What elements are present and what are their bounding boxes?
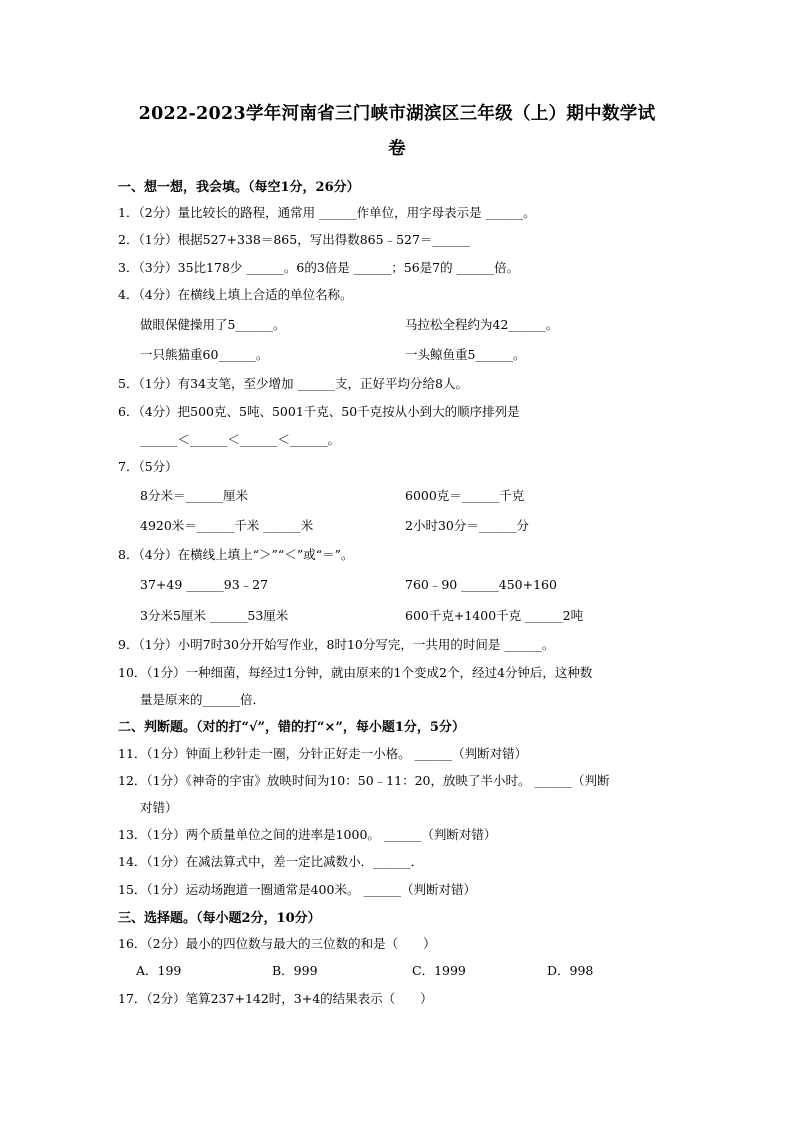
question-7-item-c: 4920米＝______千米 ______米: [140, 518, 314, 533]
question-1: 1．（2分）量比较长的路程，通常用 ______作单位，用字母表示是 ______。: [118, 205, 536, 220]
question-16-option-d: D．998: [547, 963, 594, 978]
question-3: 3．（3分）35比178少 ______。6的3倍是 ______；56是7的 ______倍。: [118, 260, 520, 275]
question-4: 4．（4分）在横线上填上合适的单位名称。: [118, 287, 353, 302]
question-8-item-d: 600千克+1400千克 ______2吨: [405, 608, 584, 623]
question-16-option-c: C．1999: [412, 963, 466, 978]
question-11: 11．（1分）钟面上秒针走一圈，分针正好走一小格。 ______（判断对错）: [118, 746, 528, 761]
question-16-option-a: A．199: [136, 963, 182, 978]
question-10-continued: 量是原来的______倍．: [140, 692, 266, 707]
question-10: 10．（1分）一种细菌，每经过1分钟，就由原来的1个变成2个，经过4分钟后，这种数: [118, 665, 593, 680]
question-8-item-b: 760﹣90 ______450+160: [405, 577, 557, 592]
question-4-item-a: 做眼保健操用了5______。: [140, 317, 286, 332]
question-6: 6．（4分）把500克、5吨、5001千克、50千克按从小到大的顺序排列是: [118, 404, 520, 419]
section-heading-true-false: 二、判断题。（对的打“√”，错的打“×”，每小题1分，5分）: [118, 720, 465, 735]
question-8-item-a: 37+49 ______93﹣27: [140, 577, 269, 592]
question-7-item-a: 8分米＝______厘米: [140, 488, 248, 503]
question-7-item-d: 2小时30分＝______分: [405, 518, 529, 533]
exam-title-line-2: 卷: [388, 139, 406, 159]
question-6-blanks: ______＜______＜______＜______。: [140, 432, 341, 447]
question-2: 2．（1分）根据527+338＝865，写出得数865﹣527＝______: [118, 232, 470, 247]
question-8: 8．（4分）在横线上填上“＞”“＜”或“＝”。: [118, 547, 354, 562]
question-7: 7．（5分）: [118, 459, 178, 474]
question-4-item-c: 一只熊猫重60______。: [140, 347, 269, 362]
question-16: 16．（2分）最小的四位数与最大的三位数的和是（ ）: [118, 936, 436, 951]
question-14: 14．（1分）在减法算式中，差一定比减数小．______．: [118, 854, 424, 869]
exam-title: [100, 97, 694, 167]
question-13: 13．（1分）两个质量单位之间的进率是1000。 ______（判断对错）: [118, 827, 497, 842]
question-17: 17．（2分）笔算237+142时，3+4的结果表示（ ）: [118, 991, 433, 1006]
question-8-item-c: 3分米5厘米 ______53厘米: [140, 608, 289, 623]
question-16-option-b: B．999: [272, 963, 318, 978]
question-12: 12．（1分）《神奇的宇宙》放映时间为10：50﹣11：20，放映了半小时。 ______（判断: [118, 773, 610, 788]
section-heading-multiple-choice: 三、选择题。（每小题2分，10分）: [118, 911, 321, 926]
section-heading-fill-blanks: 一、想一想，我会填。（每空1分，26分）: [118, 180, 360, 195]
question-4-item-d: 一头鲸鱼重5______。: [405, 347, 526, 362]
question-5: 5．（1分）有34支笔，至少增加 ______支，正好平均分给8人。: [118, 376, 468, 391]
question-7-item-b: 6000克＝______千克: [405, 488, 525, 503]
question-12-continued: 对错）: [140, 800, 178, 815]
question-4-item-b: 马拉松全程约为42______。: [405, 317, 559, 332]
question-15: 15．（1分）运动场跑道一圈通常是400米。 ______（判断对错）: [118, 882, 476, 897]
question-9: 9．（1分）小明7时30分开始写作业，8时10分写完，一共用的时间是 ______。: [118, 637, 555, 652]
exam-title-line-1: 2022-2023学年河南省三门峡市湖滨区三年级（上）期中数学试: [138, 104, 656, 124]
